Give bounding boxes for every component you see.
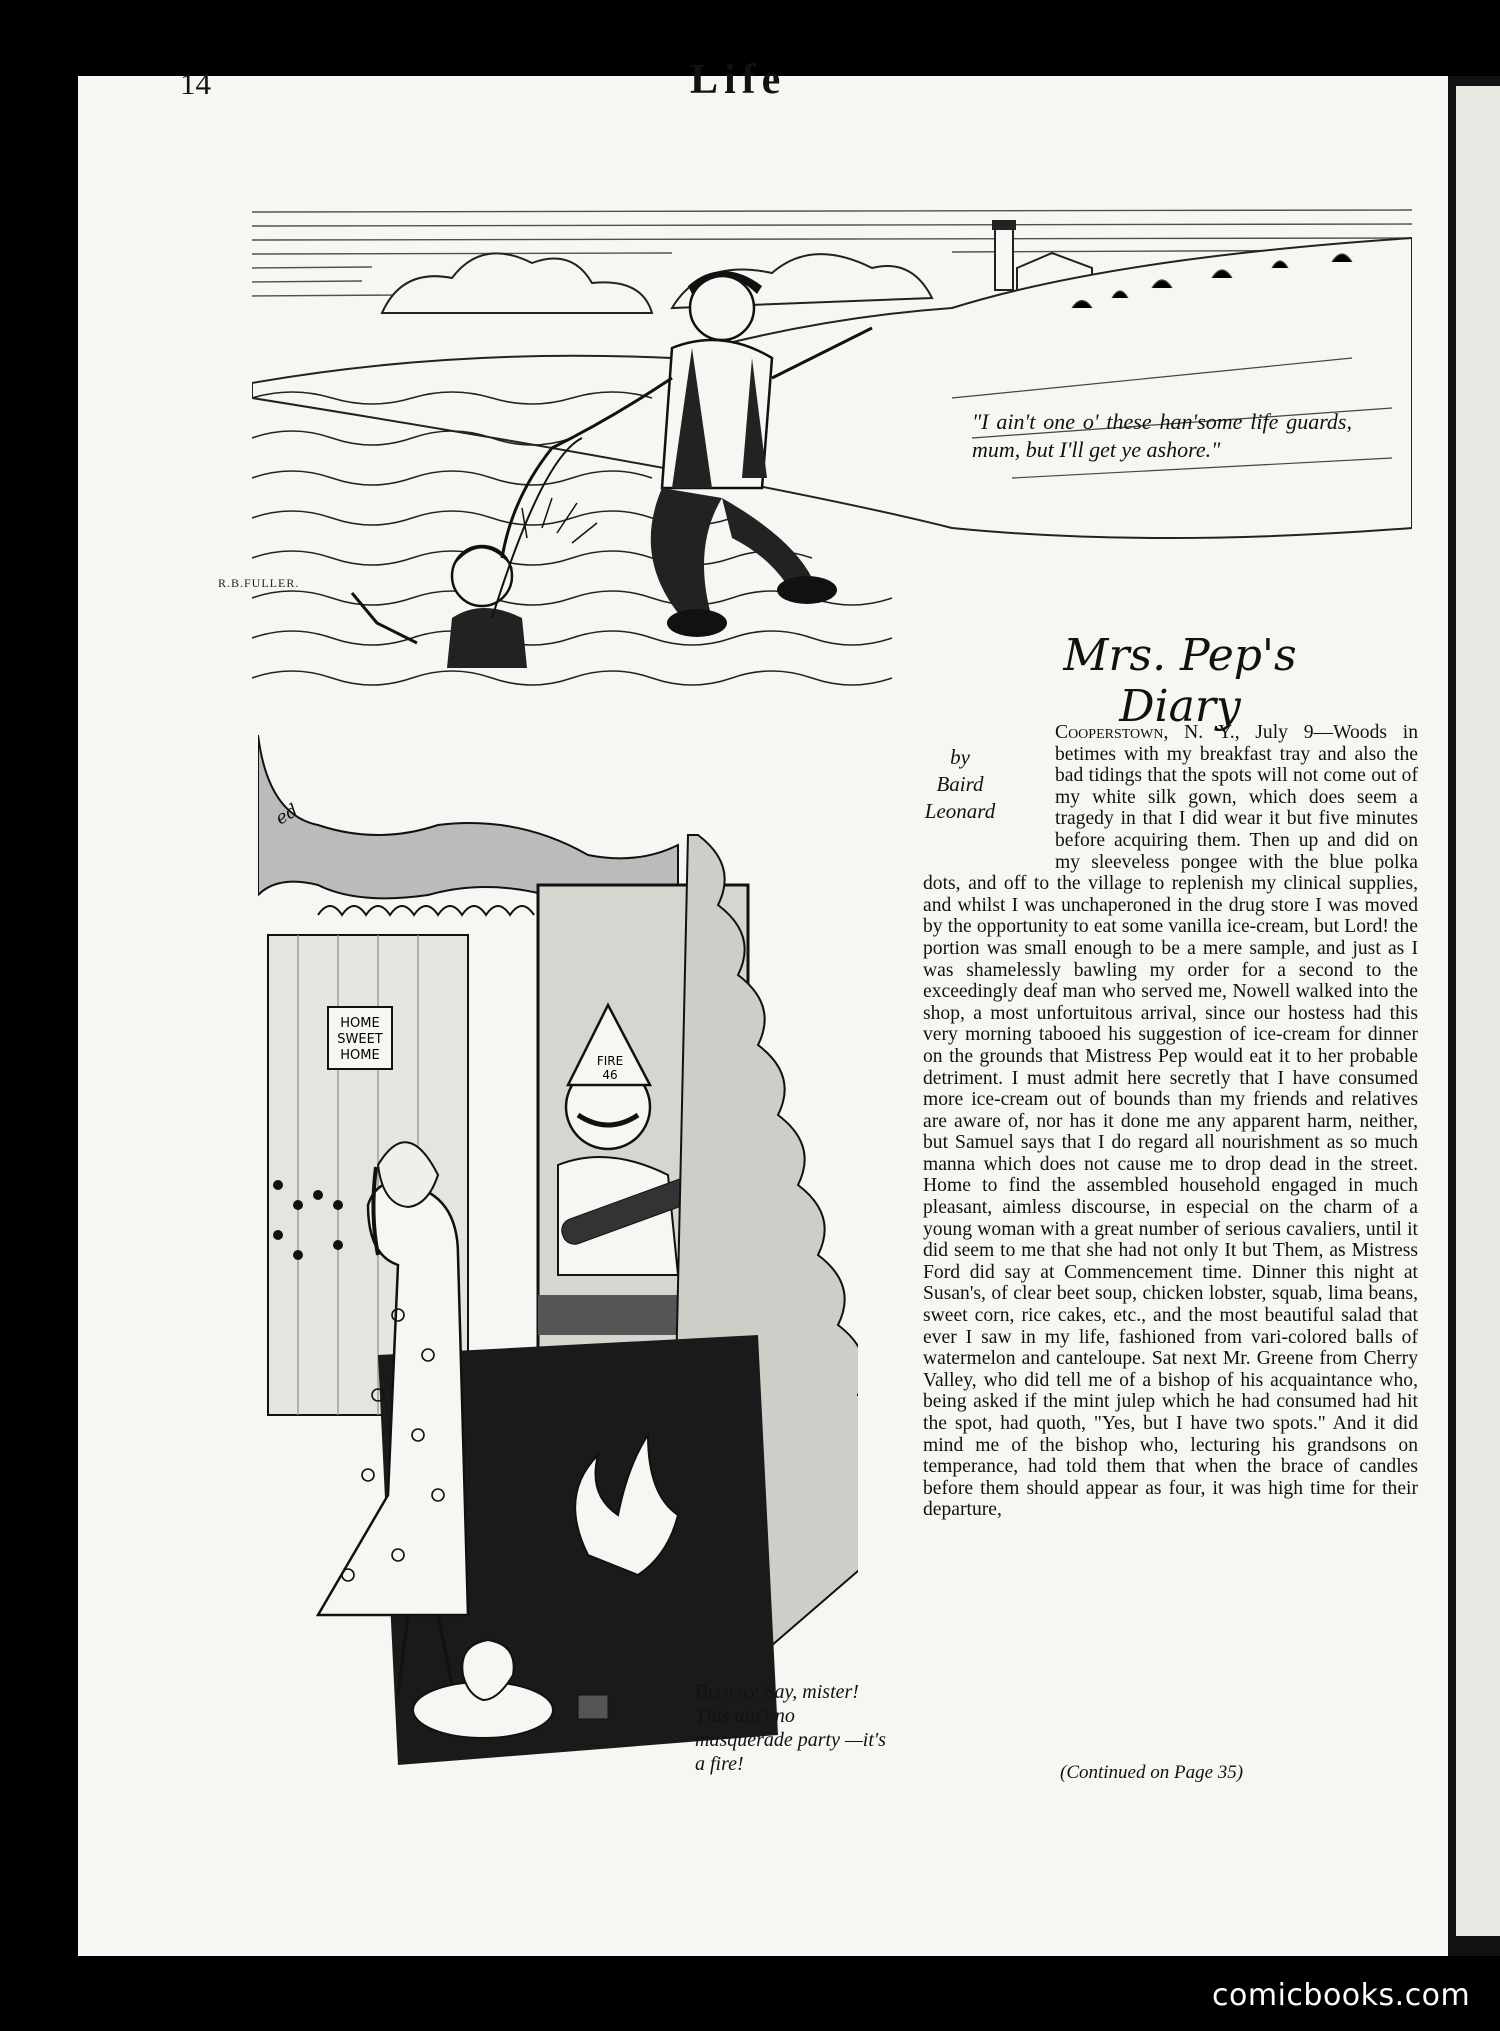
page-number: 14	[180, 66, 211, 101]
svg-text:FIRE: FIRE	[596, 1054, 624, 1068]
byline-last-name: Leonard	[924, 799, 996, 823]
article-text: , N. Y., July 9—Woods in betimes with my breakfast tray and also the bad tidings that the spots will not come out of my white silk gown, which does seem a tragedy in that I did wear it but five minutes before acquiring them. Then up and did on my sleeveless pongee with the blue polka dots, and off to the village to replenish my clinical supplies, and whilst I was unchaperoned in the drug store I was moved by the opportunity to eat some vanilla ice-cream, but Lord! the portion was small enough to be a mere sample, and just as I was shamelessly bawling my order for a second to the exceedingly deaf man who served me, Nowell walked into the shop, a most unfortuitous arrival, since our hostess had this very morning tabooed his suggestion of ice-cream for dinner on the grounds that Mistress Pep would eat it to her probable detriment. I must admit here secretly that I have consumed more ice-cream out of bounds than my friends and relatives are aware of, nor has it done me any apparent harm, neither, but Samuel says that I do regard all nourishment as so much manna which does not cause me to drop dead in the street. Home to find the assembled household engaged in much pleasant, aimless discourse, in especial on the charm of a young woman with a great number of serious cavaliers, until it did seem to me that she had not only It but Them, as Mistress Ford did say at Commencement time. Dinner this night at Susan's, of clear beet soup, chicken lobster, squab, lima beans, sweet corn, rice cakes, etc., and the most beautiful salad that ever I saw in my life, fashioned from vari-colored balls of watermelon and canteloupe. Sat next Mr. Greene from Cherry Valley, who did tell me of a bishop of his acquaintance who, being asked if the mint julep which he had consumed had hit the spot, had quoth, "Yes, but I have two spots." And it did mind me of the bishop who, lecturing his grandsons on temperance, had told them that when the brace of candles before them should appear as four, it was high time for their departure,	[923, 722, 1418, 1521]
continued-note: (Continued on Page 35)	[1060, 1762, 1244, 1783]
dateline: Cooperstown	[1055, 722, 1164, 743]
lifeguard-caption: "I ain't one o' these han'some life guards, mum, but I'll get ye ashore."	[972, 409, 1352, 462]
svg-text:46: 46	[602, 1068, 618, 1082]
byline-first-name: Baird	[936, 772, 984, 796]
masthead: Life	[690, 57, 787, 103]
svg-text:HOME: HOME	[340, 1048, 380, 1063]
svg-text:ed: ed	[272, 800, 302, 830]
fire-caption-speaker: Blotto:	[695, 1681, 760, 1703]
fire-caption	[695, 1680, 895, 1776]
byline-wrap-space	[923, 722, 1055, 852]
svg-text:SWEET: SWEET	[337, 1032, 383, 1047]
fire-cartoon	[258, 735, 858, 1775]
artist-signature: R.B.FULLER.	[218, 576, 300, 590]
adjacent-page-edge	[1448, 76, 1500, 1956]
svg-text:HOME: HOME	[340, 1016, 380, 1031]
byline-by: by	[950, 745, 970, 769]
watermark: comicbooks.com	[1212, 1978, 1471, 2013]
article-title: Mrs. Pep's Diary	[1063, 630, 1297, 732]
fire-caption-text: Say, mister! This ain't no masquerade party —it's a fire!	[695, 1681, 886, 1775]
article-body	[923, 722, 1418, 1521]
